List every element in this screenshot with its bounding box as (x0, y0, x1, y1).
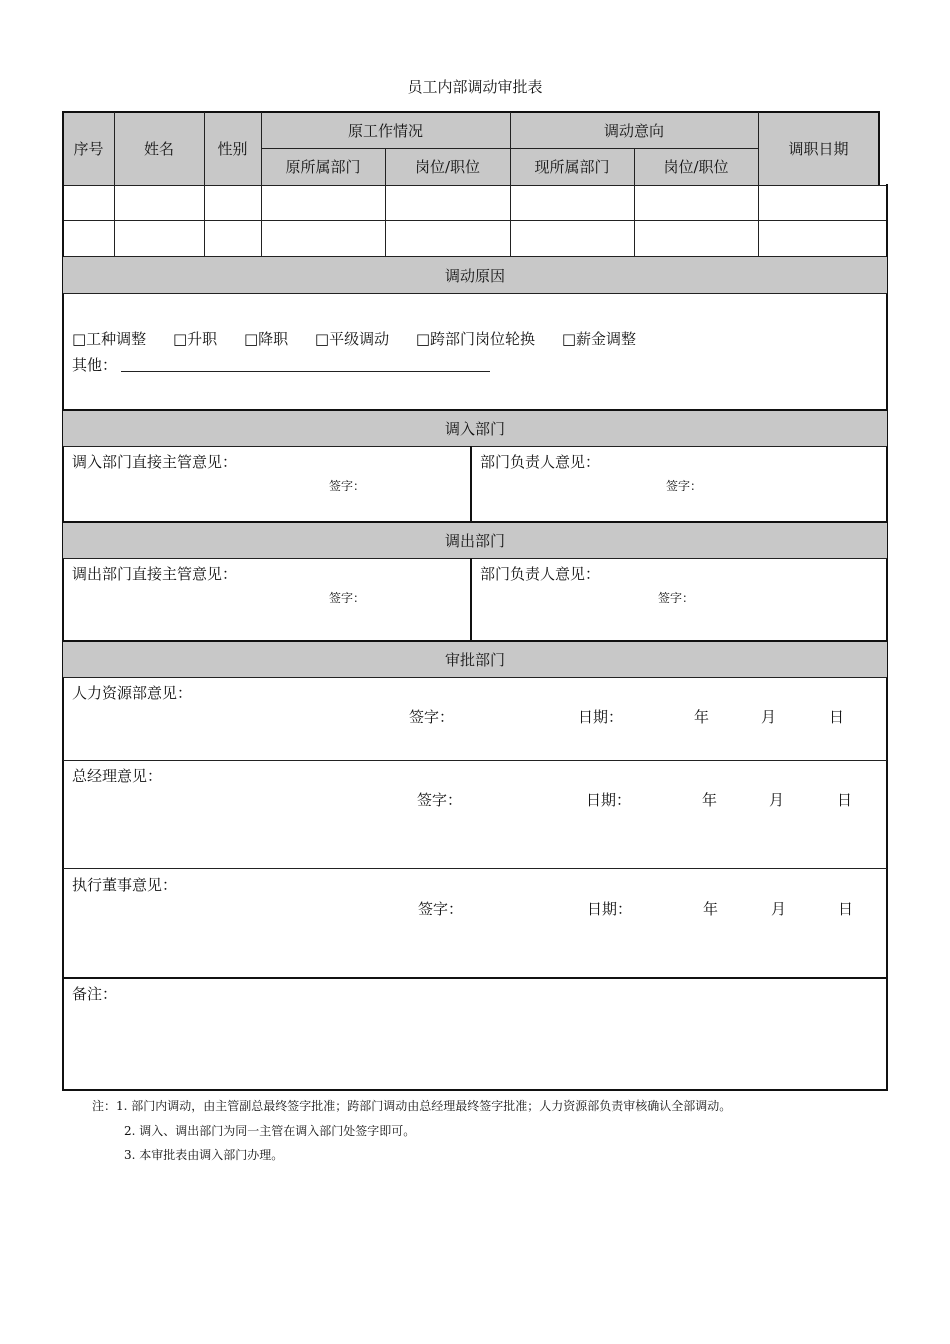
header-gender: 性别 (217, 140, 248, 158)
reason-header-line (63, 293, 887, 294)
form-title: 员工内部调动审批表 (407, 78, 543, 96)
hr-year-label: 年 (694, 708, 710, 726)
header-name: 姓名 (143, 140, 174, 158)
out-dept-header-line (63, 558, 887, 559)
row-line-2 (63, 220, 887, 221)
form-bottom-border (62, 1089, 888, 1091)
gm-year-label: 年 (702, 791, 718, 809)
director-date-label: 日期： (587, 900, 633, 918)
col-line-gender (261, 112, 262, 256)
reason-option-type[interactable]: □工种调整 (72, 330, 147, 348)
row-line-1 (63, 185, 887, 186)
director-day-label: 日 (838, 900, 854, 918)
hr-bottom-line (63, 760, 887, 761)
header-original-group: 原工作情况 (347, 121, 423, 140)
header-seq: 序号 (73, 140, 104, 158)
director-month-label: 月 (771, 900, 787, 918)
footnote-1: 注：1. 部门内调动，由主管副总最终签字批准；跨部门调动由总经理最终签字批准；人力资源部负责审核确认全部调动。 (92, 1099, 732, 1113)
director-year-label: 年 (703, 900, 719, 918)
gm-day-label: 日 (837, 791, 853, 809)
gm-sign-label: 签字： (417, 791, 463, 809)
col-line-name (204, 112, 205, 256)
header-new-dept: 现所属部门 (534, 158, 610, 176)
header-new-post: 岗位/职位 (663, 158, 729, 176)
col-line-new-dept (634, 148, 635, 256)
hr-date-label: 日期： (578, 708, 624, 726)
director-bottom-line (62, 977, 888, 979)
in-dept-supervisor-opinion: 调入部门直接主管意见： (72, 453, 238, 471)
header-date: 调职日期 (788, 140, 849, 158)
col-line-new-post (758, 112, 759, 256)
out-dept-supervisor-opinion: 调出部门直接主管意见： (72, 565, 238, 583)
section-out-dept: 调出部门 (63, 523, 887, 558)
reason-option-rotation[interactable]: □跨部门岗位轮换 (415, 330, 536, 348)
in-dept-divider (470, 446, 472, 522)
reason-other-label: 其他： (72, 356, 118, 374)
form-right-border (886, 184, 888, 1091)
section-in-dept: 调入部门 (63, 411, 887, 446)
in-dept-supervisor-sign: 签字： (329, 479, 366, 493)
in-dept-header-line (63, 446, 887, 447)
remarks-label: 备注： (72, 985, 118, 1003)
hr-opinion-label: 人力资源部意见： (72, 684, 193, 702)
gm-month-label: 月 (769, 791, 785, 809)
footnote-3: 3. 本审批表由调入部门办理。 (124, 1148, 284, 1162)
col-line-seq (114, 112, 115, 256)
out-dept-supervisor-sign: 签字： (329, 591, 366, 605)
header-original-post: 岗位/职位 (414, 158, 481, 176)
header-transfer-group: 调动意向 (603, 121, 664, 140)
header-original-dept: 原所属部门 (285, 158, 361, 176)
out-dept-divider (470, 558, 472, 640)
out-dept-head-opinion: 部门负责人意见： (480, 565, 601, 583)
reason-option-lateral[interactable]: □平级调动 (314, 330, 390, 348)
gm-date-label: 日期： (586, 791, 632, 809)
out-dept-head-sign: 签字： (658, 591, 695, 605)
reason-options (72, 328, 658, 349)
section-reason: 调动原因 (63, 257, 887, 293)
header-right-border (878, 111, 880, 185)
director-sign-label: 签字： (418, 900, 464, 918)
hr-day-label: 日 (829, 708, 845, 726)
section-approval: 审批部门 (63, 642, 887, 677)
col-line-orig-dept (385, 148, 386, 256)
approval-header-line (63, 677, 887, 678)
hr-sign-label: 签字： (409, 708, 455, 726)
footnote-2: 2. 调入、调出部门为同一主管在调入部门处签字即可。 (124, 1124, 416, 1138)
director-opinion-label: 执行董事意见： (72, 876, 178, 894)
reason-option-salary[interactable]: □薪金调整 (561, 330, 637, 348)
hr-month-label: 月 (761, 708, 777, 726)
col-line-orig-post (510, 112, 511, 256)
reason-other-input[interactable] (121, 371, 490, 372)
reason-option-promotion[interactable]: □升职 (172, 330, 218, 348)
gm-opinion-label: 总经理意见： (72, 767, 163, 785)
in-dept-head-opinion: 部门负责人意见： (480, 453, 601, 471)
reason-option-demotion[interactable]: □降职 (243, 330, 289, 348)
gm-bottom-line (63, 868, 887, 869)
in-dept-head-sign: 签字： (666, 479, 703, 493)
